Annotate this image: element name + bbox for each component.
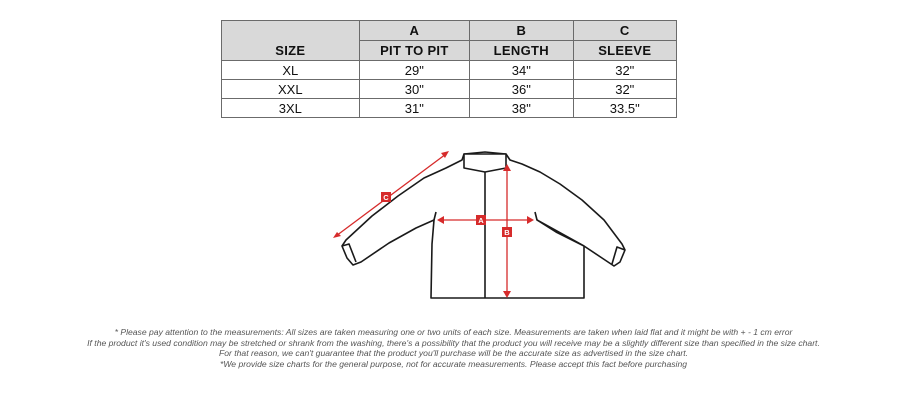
cell-length: 34" (470, 61, 573, 80)
note-line-1: * Please pay attention to the measurements: All sizes are taken measuring one or two units of each size. Measurements are taken when laid flat and it might be with + - 1 cm error (114, 327, 793, 337)
cell-sleeve: 33.5" (573, 99, 676, 118)
cell-size: 3XL (222, 99, 360, 118)
collar-icon (464, 154, 506, 172)
measurement-disclaimer (0, 327, 907, 369)
badge-a-label: A (478, 216, 484, 225)
header-pit-to-pit: PIT TO PIT (359, 41, 469, 61)
cell-sleeve: 32" (573, 61, 676, 80)
jacket-measurement-diagram (320, 140, 640, 310)
header-length: LENGTH (470, 41, 573, 61)
table-row (222, 80, 677, 99)
table-header-letters-row (222, 21, 677, 41)
cell-size: XL (222, 61, 360, 80)
cell-pit-to-pit: 31" (359, 99, 469, 118)
size-chart-table (221, 20, 677, 118)
table-row (222, 99, 677, 118)
header-letter-b: B (470, 21, 573, 41)
note-line-4: *We provide size charts for the general purpose, not for accurate measurements. Please accept this fact before purchasing (219, 358, 688, 369)
note-line-2: If the product it's used condition may be stretched or shrank from the washing, there's a possibility that the product you will receive may be a slightly different size than specified in the size chart. (87, 337, 820, 348)
badge-c-label: C (383, 193, 389, 202)
header-letter-c: C (573, 21, 676, 41)
note-line-3: For that reason, we can't guarantee that the product you'll purchase will be the accurate size as advertised in the size chart. (218, 348, 689, 359)
header-sleeve: SLEEVE (573, 41, 676, 61)
badge-b-label: B (504, 228, 510, 237)
header-size: SIZE (222, 21, 360, 61)
cell-length: 36" (470, 80, 573, 99)
cell-size: XXL (222, 80, 360, 99)
table-row (222, 61, 677, 80)
header-letter-a: A (359, 21, 469, 41)
cell-pit-to-pit: 30" (359, 80, 469, 99)
cell-sleeve: 32" (573, 80, 676, 99)
cell-length: 38" (470, 99, 573, 118)
cell-pit-to-pit: 29" (359, 61, 469, 80)
